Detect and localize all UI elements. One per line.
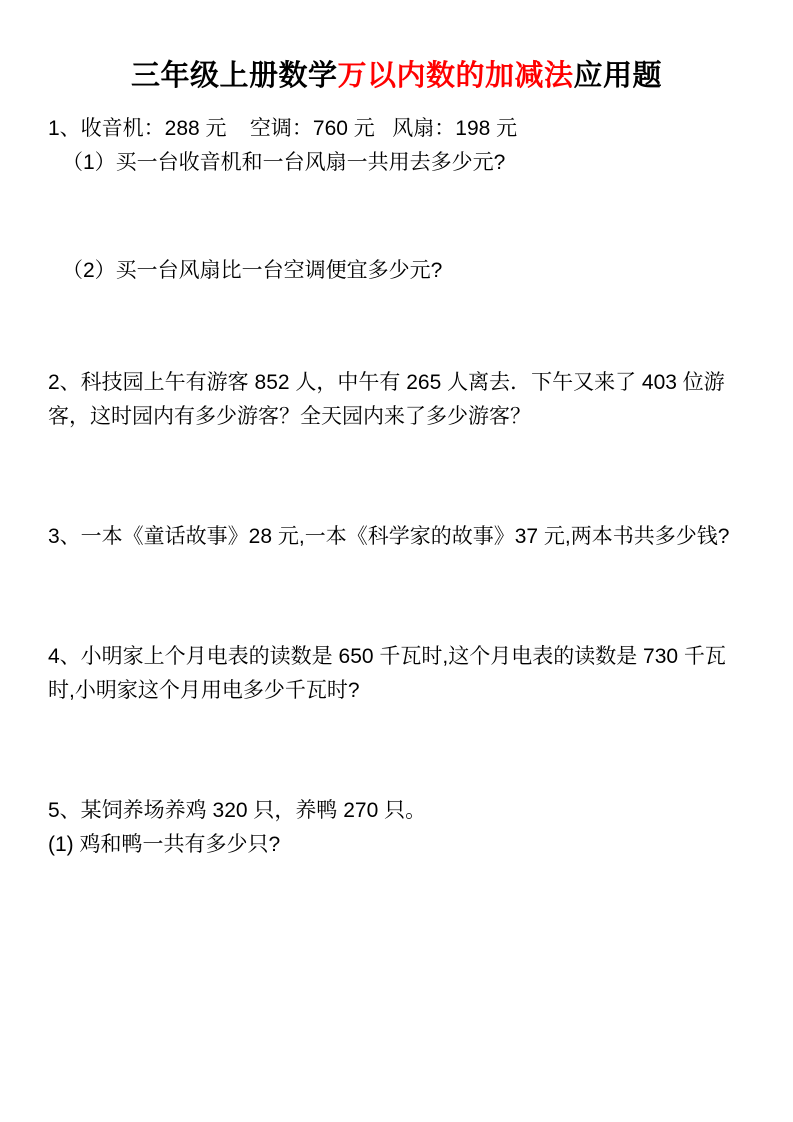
- title-highlight: 万以内数的加减法: [337, 60, 574, 92]
- answer-space-1b: [48, 288, 745, 366]
- problem-3-stem: 3、一本《童话故事》28 元,一本《科学家的故事》37 元,两本书共多少钱?: [48, 524, 730, 548]
- title-prefix: 三年级上册数学: [130, 60, 338, 92]
- answer-space-3: [48, 554, 745, 640]
- page-title: [48, 58, 745, 96]
- answer-space-2: [48, 434, 745, 520]
- problem-4-stem: 4、小明家上个月电表的读数是 650 千瓦时,这个月电表的读数是 730 千瓦时,小明家这个月用电多少千瓦时?: [48, 644, 726, 702]
- answer-space-4: [48, 708, 745, 794]
- problem-5-part-1: (1) 鸡和鸭一共有多少只?: [48, 832, 281, 856]
- answer-space-1a: [48, 180, 745, 254]
- problem-2-stem: 2、科技园上午有游客 852 人，中午有 265 人离去．下午又来了 403 位游客，这时园内有多少游客？全天园内来了多少游客？: [48, 370, 725, 428]
- problem-1-part-2: （2）买一台风扇比一台空调便宜多少元?: [62, 258, 443, 282]
- problem-1-part-1: （1）买一台收音机和一台风扇一共用去多少元?: [62, 150, 506, 174]
- problem-1-stem: 1、收音机：288 元 空调：760 元 风扇：198 元: [48, 116, 518, 140]
- problem-5-stem: 5、某饲养场养鸡 320 只，养鸭 270 只。: [48, 798, 427, 822]
- title-suffix: 应用题: [573, 60, 663, 92]
